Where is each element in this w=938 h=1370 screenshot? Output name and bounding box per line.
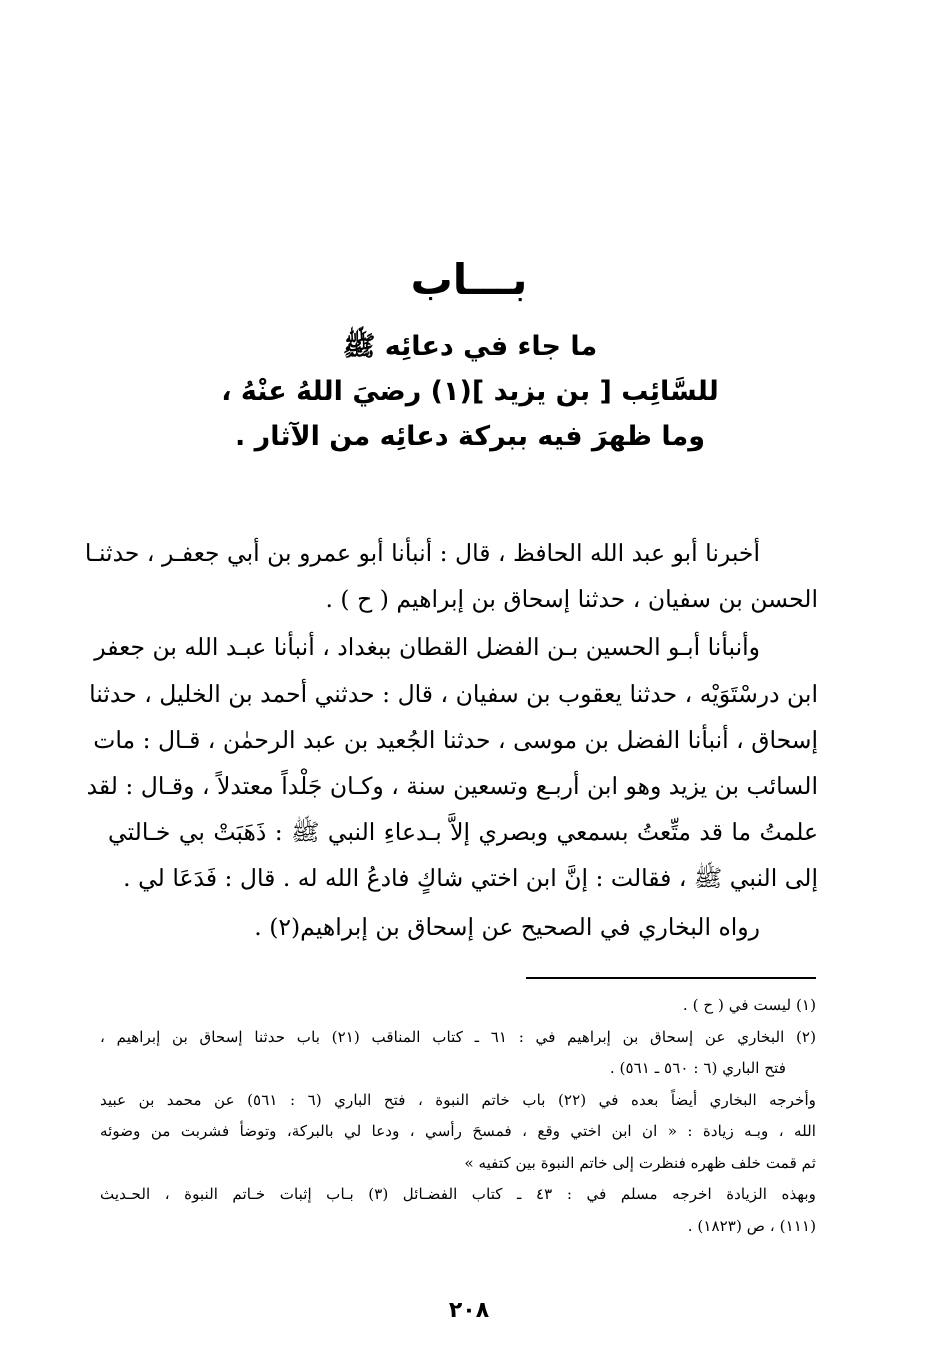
footnote-line: (١) ليست في ( ح ) .	[682, 996, 816, 1014]
text-line: الحسن بن سفيان ، حدثنا إسحاق بن إبراهيم ( ح ) .	[325, 585, 818, 614]
text-line: السائب بن يزيد وهو ابن أربـع وتسعين سنة ، وكـان جَلْداً معتدلاً ، وقـال : لقد	[86, 772, 818, 801]
main-text	[84, 530, 818, 950]
text-line: إلى النبي ﷺ ، فقالت : إنَّ ابن اختي شاكٍ فادعُ الله له . قال : فَدَعَا لي .	[123, 864, 818, 893]
footnote-separator	[526, 977, 816, 979]
footnotes	[100, 990, 816, 1242]
footnote-line: فتح الباري (٦ : ٥٦٠ ـ ٥٦١) .	[609, 1059, 786, 1077]
chapter-label: بـــاب	[410, 255, 528, 304]
footnote-line: الله ، وبـه زيادة : « ان ابن اختي وقع ، فمسحَ رأسي ، ودعا لي بالبركة، وتوضأ فشربت من وضوئه	[100, 1122, 816, 1140]
footnote-line: (٢) البخاري عن إسحاق بن إبراهيم في : ٦١ ـ كتاب المناقب (٢١) باب حدثنا إسحاق بن إبراهيم ،	[100, 1027, 817, 1046]
text-line: وأنبأنا أبـو الحسين بـن الفضل القطان ببغداد ، أنبأنا عبـد الله بن جعفر	[94, 633, 760, 662]
text-line: رواه البخاري في الصحيح عن إسحاق بن إبراهيم(٢) .	[254, 912, 760, 941]
chapter-title-line: للسَّائِب [ بن يزيد ](١) رضيَ اللهُ عنْهُ ،	[221, 376, 719, 407]
text-line: علمتُ ما قد متِّعتُ بسمعي وبصري إلاَّ بـدعاءِ النبي ﷺ : ذَهَبَتْ بي خـالتي	[108, 818, 818, 847]
text-line: ابن درسْتَوَيْه ، حدثنا يعقوب بن سفيان ، قال : حدثني أحمد بن الخليل ، حدثنا	[89, 679, 818, 708]
chapter-title-line: وما ظهرَ فيه ببركة دعائِه من الآثار .	[235, 421, 705, 452]
text-line: أخبرنا أبو عبد الله الحافظ ، قال : أنبأنا أبو عمرو بن أبي جعفـر ، حدثنـا	[84, 539, 760, 567]
text-line: إسحاق ، أنبأنا الفضل بن موسى ، حدثنا الجُعيد بن عبد الرحمٰن ، قـال : مات	[93, 725, 818, 754]
chapter-title	[220, 324, 720, 459]
footnote-line: (١١١) ، ص (١٨٢٣) .	[687, 1216, 816, 1235]
chapter-title-line: ما جاء في دعائِه ﷺ	[342, 331, 598, 362]
footnote-line: ثم قمت خلف ظهره فنظرت إلى خاتم النبوة بين كتفيه »	[464, 1153, 816, 1172]
page-number: ٢٠٨	[448, 1298, 490, 1323]
footnote-line: وأخرجه البخاري أيضاً بعده في (٢٢) باب خاتم النبوة ، فتح الباري (٦ : ٥٦١) عن محمد بن عبيد	[100, 1090, 817, 1109]
footnote-line: وبهذه الزيادة اخرجه مسلم في : ٤٣ ـ كتاب الفضـائل (٣) بـاب إثبات خـاتم النبوة ، الحـديث	[100, 1185, 816, 1203]
